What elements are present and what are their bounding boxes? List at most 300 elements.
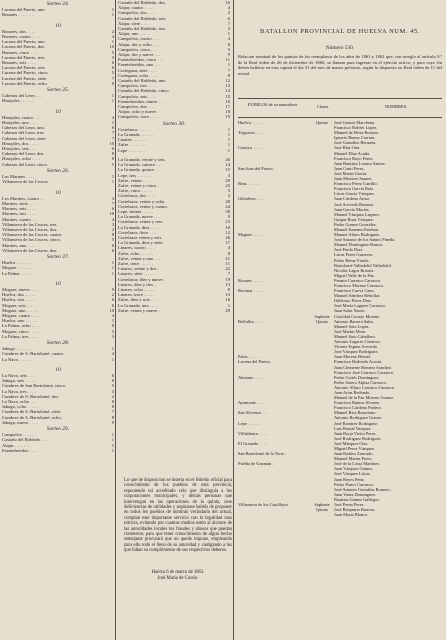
clases-header: Clases. (316, 104, 330, 109)
pueblo-cell: Huelva . . . . . (238, 120, 262, 125)
nombre-cell: Juan Reyes Pena. (334, 476, 365, 482)
item-text: Lucena del Puerto, uno. (2, 7, 46, 13)
item-number: 15 (225, 93, 230, 99)
nombre-cell: José María Lagares Carrasco. (334, 303, 386, 309)
nombre-cell: Francisco Moreno Carrasco. (334, 283, 384, 288)
item-number: 8 (227, 286, 230, 292)
nombre-cell: Cristóbal Cortejo Moreno. (334, 313, 381, 319)
item-number: 10 (109, 44, 114, 50)
item-number: 7 (111, 75, 114, 81)
nombre-cell: Gaspar Rosa Vázquez. (334, 216, 374, 222)
clase-cell: Quinto (315, 507, 329, 513)
nombre-cell: José Vázquez Lúcas. (334, 471, 371, 477)
item-number: 6 (227, 15, 230, 21)
item-number: 9 (227, 214, 230, 220)
pueblo-cell: Gibraleon . . . . (238, 196, 265, 202)
item-number: 8 (111, 323, 114, 329)
item-text: Zufre, diez y seis . . . (118, 297, 157, 303)
nombres-header: NOMBRES. (384, 104, 408, 109)
item-number: 3 (227, 172, 230, 178)
item-number: 6 (111, 373, 114, 378)
item-number: 9 (111, 419, 114, 425)
item-text: Zufre, cinco . . . . . (118, 188, 152, 194)
item-number: 7 (111, 130, 114, 136)
item-text: Huelva . . . . . . . (2, 260, 32, 266)
item-text: Cortelazor . . . . . . (118, 126, 152, 132)
item-number: 5 (111, 49, 114, 55)
nombre-cell: Juan Canti Perez. (334, 165, 365, 171)
item-text: La Nava, tres . . . . (2, 388, 36, 394)
item-text: Villanueva de las Cruces, dos. (2, 226, 58, 232)
item-text: Lucena del Puerto, ocho. (2, 80, 48, 86)
nombre-cell: Francisco Cueva Cano. (334, 288, 375, 294)
nombre-cell: Francisco Perez Carrillo. (334, 181, 378, 187)
nombre-cell: Juan Moreno Bernal. (334, 354, 371, 360)
item-text: Cabezas del Leon, siete. (2, 135, 47, 141)
sorteo-heading: Sorteo 26. (46, 167, 70, 174)
item-text: La Nava . . . . . . . (2, 356, 34, 362)
nombre-cell: Juan Salas Naoro. (334, 308, 366, 314)
item-number: 10 (109, 140, 114, 146)
item-number: 15 (225, 167, 230, 173)
item-text: Jabugo . . . . . . . (2, 346, 32, 352)
nombre-cell: Antonio Rodriguez Gomes. (334, 415, 383, 421)
nombre-cell: Francisco Ramos Alvarez. (334, 400, 381, 406)
nombre-cell: Pedro Ponce Carrasco. (334, 481, 374, 487)
item-text: Cortelazor, diez y nueve. (118, 276, 164, 282)
item-number: 6 (111, 378, 114, 384)
list-item (2, 81, 114, 86)
item-number: 7 (111, 200, 114, 206)
item-number: 1 (111, 39, 114, 45)
item-number: 2 (111, 292, 114, 298)
item-number: 1 (111, 318, 114, 324)
item-text: Alajar, ocho y nueve . . (118, 109, 161, 115)
pueblo-cell: Ayamonte . . . . (238, 400, 265, 406)
nombre-cell: Juan Arias Redondo. (334, 389, 371, 395)
pueblo-cell: Cartaya . . . . . (238, 145, 263, 151)
item-text: Alajar, dos y nueve . . . (118, 52, 161, 58)
item-text: Bonares . . . . . . . (2, 12, 34, 18)
item-number: 19 (225, 114, 230, 120)
item-text: Hinojales, uno . . . . (2, 120, 38, 126)
spacer (2, 185, 114, 189)
list-item (118, 308, 230, 313)
item-text: Zufre . . . . . . . . (118, 142, 147, 148)
nombre-cell: Manuel Vázquez Lagares. (334, 211, 380, 217)
item-text: Villanueva de las Cruces. (2, 179, 49, 185)
item-text: Linares, cuatro . . . . (118, 245, 155, 251)
nombre-cell: Manuel Jimenez Esteban. (334, 226, 379, 232)
nombre-cell: José Perna Perez. (334, 502, 365, 508)
item-number: 6 (111, 65, 114, 71)
sorteo-heading: 10 (55, 366, 61, 373)
item-text: Villanueva de las Cruces, cuatro. (2, 232, 63, 238)
list-item (2, 448, 114, 453)
item-number: 1 (227, 126, 230, 132)
item-text: Bonares, seis . . . . (2, 60, 36, 66)
item-number: 18 (225, 109, 230, 115)
clase-cell: Quinto (315, 318, 329, 324)
pueblo-cell: Moguer . . . . . (238, 232, 263, 238)
item-text: Lucena del Puerto, tres. (2, 54, 46, 60)
sorteo-heading: Sorteo 30. (162, 120, 186, 127)
nombre-cell: José Pardo Diaz. (334, 247, 364, 253)
item-number: 11 (225, 57, 230, 63)
item-text: La Nava, ocho . . . . (2, 399, 39, 405)
list-item (118, 114, 230, 119)
pueblo-cell: Trigueros . . . . (238, 130, 264, 136)
item-text: Hinojales . . . . . . (2, 98, 34, 104)
item-text: Cumbres de S. Bartolomé, siete. (2, 409, 62, 415)
item-text: Villanueva de las Cruces, tres. (2, 221, 58, 227)
nombre-cell: Juan Bautista Lozano Santos. (334, 160, 386, 166)
item-text: Bonares, dos . . . . (2, 28, 35, 34)
spacer (2, 104, 114, 108)
item-text: Moguer, uno . . . . . (2, 307, 38, 313)
item-number: 6 (111, 125, 114, 131)
item-number: 21 (225, 255, 230, 261)
item-text: Marines, seis . . . . (2, 206, 36, 212)
pueblo-cell: Beas . . . . . . (238, 181, 260, 187)
item-number: 4 (111, 34, 114, 40)
item-number: 17 (225, 240, 230, 246)
item-number: 8 (111, 399, 114, 405)
item-number: 1 (111, 120, 114, 126)
nombre-cell: Juan Cárdeno Arroz. (334, 196, 371, 202)
item-number: 23 (225, 219, 230, 225)
item-text: Alajar, cuatro . . . . (118, 5, 153, 11)
nombre-cell: Juan Borja Vieira Perez. (334, 430, 377, 436)
item-text: La Granada, nueve . . . (118, 214, 160, 220)
column-divider (233, 0, 234, 640)
item-text: Campofrio . . . . . . (2, 432, 36, 438)
item-number: 30 (225, 208, 230, 214)
item-number: 5 (111, 328, 114, 334)
item-number: 1 (111, 346, 114, 352)
sorteo-heading: Sorteo 25. (46, 87, 70, 94)
item-text: Huelva, dos . . . . . (2, 292, 36, 298)
item-text: Bonares, cinco . . . . (2, 49, 39, 55)
item-number: 8 (227, 250, 230, 256)
item-number: 1 (227, 147, 230, 153)
clase-cell (310, 512, 334, 517)
nombre-cell: Manuel de Mora Romero. (334, 130, 380, 136)
item-text: Campofrio, dos . . . . (118, 10, 156, 16)
nombre-cell: Francisco José Carrasco Carrasco. (334, 369, 395, 375)
list-item (2, 420, 114, 425)
item-text: Zufre, once . . . . . . (118, 260, 153, 266)
item-number: 1 (111, 93, 114, 99)
item-number: 7 (111, 409, 114, 415)
item-text: La Palma . . . . . . (2, 270, 34, 276)
nombre-cell: Manuel Rios Bourriano. (334, 410, 377, 416)
pueblo-cell: El Granado . . . . (238, 440, 267, 446)
pueblo-cell: Villablanca . . . . (238, 430, 267, 436)
item-text: Zufre, ocho . . . . . . (118, 250, 154, 256)
item-text: Castaño del Robledo . . . (2, 437, 48, 443)
item-number: 1 (227, 302, 230, 308)
pueblos-header: PUEBLOS de su naturaleza. (248, 102, 298, 107)
item-number: 4 (111, 195, 114, 201)
item-text: Cortelazor, dos . . . . (118, 193, 156, 199)
pueblo-cell: Villanueva de los Castillejos . (238, 502, 291, 508)
nombre-cell: Francisco Redondo Acosta. (334, 359, 383, 365)
item-text: Hinojales, seis . . . . (2, 146, 38, 152)
nombre-cell: José Rodriguez Rodriguez. (334, 435, 382, 441)
item-text: Villanueva de las Cruces, dos. (2, 247, 58, 253)
left-column (2, 0, 114, 453)
item-number: 5 (111, 383, 114, 389)
item-text: Moguer, nueve . . . . (2, 286, 39, 292)
item-text: Moguer . . . . . . . (2, 265, 33, 271)
item-text: Campofrio, dos . . . . (118, 104, 156, 110)
item-text: Hinojales, dos . . . . (2, 140, 38, 146)
item-number: 8 (111, 80, 114, 86)
nombre-cell: Antonio Barrera Salas. (334, 318, 375, 324)
item-text: Linares, trece . . . . . (118, 292, 155, 298)
item-number: 26 (225, 234, 230, 240)
item-text: Huelva, uno . . . . . (2, 318, 36, 324)
item-number: 7 (227, 271, 230, 277)
item-text: La Granada, catorce . . . (118, 162, 162, 168)
item-text: Cabezas del Leon, tres. (2, 130, 45, 136)
item-number: 22 (225, 266, 230, 272)
item-number: 14 (225, 88, 230, 94)
nombre-cell: José González Bermeta. (334, 140, 377, 146)
item-number: 1 (111, 260, 114, 266)
pueblo-cell: San Bartolomé de la Torre . (238, 451, 287, 457)
item-text: Villanueva de las Cruces, cinco. (2, 237, 61, 243)
list-item (2, 334, 114, 339)
item-number: 7 (227, 20, 230, 26)
item-number: 6 (111, 60, 114, 66)
nombre-cell: Manuel Sánchez Rebollar. (334, 293, 381, 299)
nombre-cell: Nicolás Lagos Brioner. (334, 267, 375, 273)
item-number: 13 (225, 281, 230, 287)
item-number: 1 (227, 62, 230, 68)
pueblo-cell: Almonte . . . . . (238, 374, 265, 380)
item-number: 1 (111, 447, 114, 453)
pueblo-cell: Lucena del Puerto . (238, 359, 273, 365)
item-number: 3 (111, 333, 114, 339)
item-text: La Granada, veinte y seis. (118, 156, 166, 162)
item-text: Cortegana, siete . . . . (118, 67, 157, 73)
item-number: 1 (227, 132, 230, 138)
signature-date: Huelva 6 de marzo de 1863. (151, 570, 205, 575)
item-text: Hinojales, ocho . . . . (2, 156, 41, 162)
item-number: 5 (227, 188, 230, 194)
item-number: 9 (227, 52, 230, 58)
pueblo-cell: Palos . . . . . . (238, 354, 261, 360)
item-text: Cortelazor, doce . . . . (118, 229, 158, 235)
item-number: 4 (111, 216, 114, 222)
clase-cell: Quinto (315, 120, 329, 125)
item-text: Lucena del Puerto, uno. (2, 39, 46, 45)
list-item (2, 248, 114, 253)
item-text: Castaño del Robledo, dos. (118, 0, 167, 5)
item-number: 5 (111, 70, 114, 76)
pueblo-cell: San Juan del Puerto . (238, 165, 275, 171)
pueblo-cell: Rociana . . . . . (238, 288, 264, 294)
item-text: Castaño del Robledo, seis. (118, 15, 167, 21)
nombre-cell: José Márquez Orta. (334, 440, 369, 446)
item-number: 7 (111, 135, 114, 141)
item-number: 4 (227, 245, 230, 251)
item-number: 12 (225, 78, 230, 84)
middle-column (118, 0, 230, 313)
item-text: Jabugo, ocho . . . . . (2, 404, 38, 410)
item-number: 8 (227, 72, 230, 78)
sorteo-heading: 10 (55, 108, 61, 115)
item-text: Jabugo, nueve . . . . (2, 419, 38, 425)
item-text: La Palma, tres . . . . (2, 333, 38, 339)
item-number: 29 (225, 307, 230, 313)
item-number: 4 (111, 114, 114, 120)
item-text: Campofrio, cuatro . . . (118, 36, 159, 42)
item-text: Zufre, veinte y cinco . . (118, 182, 161, 188)
item-text: Linares, veinte y dos . . (118, 266, 161, 272)
sorteo-heading: Sorteo 24. (46, 1, 70, 7)
item-text: La Granada, diez y siete. (118, 240, 164, 246)
item-text: Zufre, veinte . . . . . (118, 177, 154, 183)
item-text: Moguer, cuatro . . . . (2, 312, 40, 318)
page-title: BATALLON PROVINCIAL DE HUELVA NUM. 45. (260, 28, 420, 35)
item-number: 1 (227, 31, 230, 37)
item-number: 1 (227, 142, 230, 148)
item-number: 6 (111, 247, 114, 253)
item-number: 26 (225, 156, 230, 162)
nombre-cell: Miguel Perez Vázquez. (334, 446, 376, 451)
sorteo-heading: Sorteo 28. (46, 339, 70, 346)
item-text: Fuenteheridos, uno . . . (118, 62, 161, 68)
sorteo-heading: 10 (55, 22, 61, 29)
nombre-cell: Antonio Alfaro Carrasco Carrasco. (334, 384, 396, 390)
item-text: Cortelazor veinte y seis. (118, 234, 163, 240)
nombre-cell: Vicente Espina Acevedo. (334, 344, 378, 350)
sorteo-heading: Sorteo 29. (46, 426, 70, 433)
item-number: 6 (111, 206, 114, 212)
nombre-cell: José Blas Orta. (334, 145, 361, 151)
item-number: 25 (225, 182, 230, 188)
item-text: Cumbres de S. Bartolomé, cuatro. (2, 351, 65, 357)
item-number: 4 (111, 312, 114, 318)
item-text: Marines, uno . . . . (2, 242, 36, 248)
item-text: Linares, diez y tres . . (118, 281, 158, 287)
sorteo-heading: 10 (55, 280, 61, 287)
item-text: Fuenteheridos, cinco . . . (118, 57, 164, 63)
item-number: 2 (111, 28, 114, 34)
item-number: 1 (111, 432, 114, 438)
column-divider (115, 0, 116, 640)
nombre-cell: José de la Costa Martinez. (334, 461, 381, 467)
nombre-cell: Lúcas Perez Guerrero. (334, 252, 374, 258)
item-text: La Granada, diez . . . . (118, 224, 159, 230)
item-number: 17 (225, 104, 230, 110)
sorteo-heading: Sorteo 27. (46, 253, 70, 260)
nombre-cell: Pedro Gomez González. (334, 221, 377, 227)
nombre-cell: Luis Bernal Vazquez. (334, 425, 372, 431)
item-number: 8 (111, 414, 114, 420)
item-text: Marines, cuatro . . . (2, 216, 38, 222)
item-text: Lepe, tres . . . . . . (118, 172, 150, 178)
item-text: Fuenteheridos, nueve . . . (118, 98, 165, 104)
nombre-cell: Juan Vázquez Gomez. (334, 466, 374, 472)
pueblo-cell: Bollullos . . . . (238, 318, 263, 324)
nombre-cell: José Marín García. (334, 170, 368, 176)
signature-name: José María de Cossío. (157, 575, 199, 581)
nombre-cell: Francisco Robles Lopez. (334, 125, 378, 131)
nombre-cell: Manuel Matías Perez. (334, 456, 373, 462)
item-number: 1 (111, 7, 114, 13)
item-text: Cortelazor, veinte y tres. (118, 219, 164, 225)
item-number: 19 (225, 276, 230, 282)
item-text: Lepe . . . . . . . . (118, 147, 146, 153)
nombre-cell: Bautista Gomez Gallegos. (334, 496, 380, 502)
signature-block (124, 570, 232, 581)
item-text: Cumbres de S. Bartolomé, dos. (2, 393, 60, 399)
item-number: 2 (111, 226, 114, 232)
item-text: Cabezas del Leon . . . (2, 93, 42, 99)
item-text: Moguer, seis . . . . (2, 302, 35, 308)
item-text: Cabezas del Leon, dos. (2, 151, 45, 157)
nombre-cell: Fermin Carrasco Carrasco. (334, 277, 382, 283)
nombre-cell: Francisco Bayo Perez. (334, 155, 374, 161)
item-number: 10 (225, 0, 230, 5)
item-number: 5 (227, 46, 230, 52)
nombre-cell: José Antonio de los Santos Pineda. (334, 237, 396, 243)
item-number: 1 (111, 12, 114, 18)
item-number: 8 (111, 242, 114, 248)
nombre-cell: José Ramírez Rodriguez. (334, 420, 379, 426)
nombre-cell: Manuel Alfaro Rodriguez. (334, 232, 381, 238)
relacion-paragraph: Relacion nominal de los quintos de los reemplazos de los años de 1861 y 1862 que, con arreglo al artículo 9.º de la Real órden de 26 de diciembre de 1860, se llaman para ingresar en el ejército activo, y para cuyo fin deben hallarse en esta capital el dia 31 del mes de marzo próximo, según lo dispuesto en Real órden de 11 del actual. (238, 54, 442, 76)
nombre-cell: Lúcas García Vázquez. (334, 191, 375, 197)
item-text: Cortelazor, veinte y ocho. (118, 198, 166, 204)
item-number: 1 (111, 356, 114, 362)
item-number: 1 (111, 270, 114, 276)
item-text: Linares, siete . . . . . (118, 271, 154, 277)
item-number: 2 (227, 10, 230, 16)
sorteo-heading: 10 (55, 189, 61, 196)
item-text: La Granada, uno . . . . (118, 302, 158, 308)
spacer (2, 18, 114, 22)
item-text: Moguer, cinco . . . . (2, 328, 38, 334)
item-text: Castaño del Robledo, uno. (118, 78, 167, 84)
item-text: Linares, ocho . . . . . (118, 286, 155, 292)
nombre-cell: Francisco García Ruiz. (334, 186, 375, 192)
item-text: Jabugo, seis . . . . . (2, 378, 36, 384)
item-number: 1 (111, 442, 114, 448)
item-text: Alajar . . . . . . . (2, 442, 30, 448)
item-number: 10 (109, 307, 114, 313)
nombre-cell: Manuel Soto Caballero. (334, 333, 376, 339)
item-number: 20 (225, 177, 230, 183)
pueblo-cell (238, 512, 310, 517)
nombre-cell: Juan Clemente Romero Sanchez. (334, 364, 393, 370)
item-text: Los Marines . . . . . (2, 174, 37, 180)
item-text: Cumbres de S. Bartolomé, ocho. (2, 414, 62, 420)
item-number: 8 (111, 151, 114, 157)
item-number: 1 (111, 174, 114, 180)
item-number: 24 (225, 203, 230, 209)
item-number: 1 (111, 437, 114, 443)
item-text: Campofrio, cinco . . . (118, 46, 158, 52)
nombre-cell: Juan Montero Suarez. (334, 176, 373, 182)
item-text: Alajar, dos y ocho . . . (118, 41, 159, 47)
item-text: Fuenteheridos . . . . (2, 447, 38, 453)
nombre-cell: José Gomez Marchena. (334, 120, 376, 125)
